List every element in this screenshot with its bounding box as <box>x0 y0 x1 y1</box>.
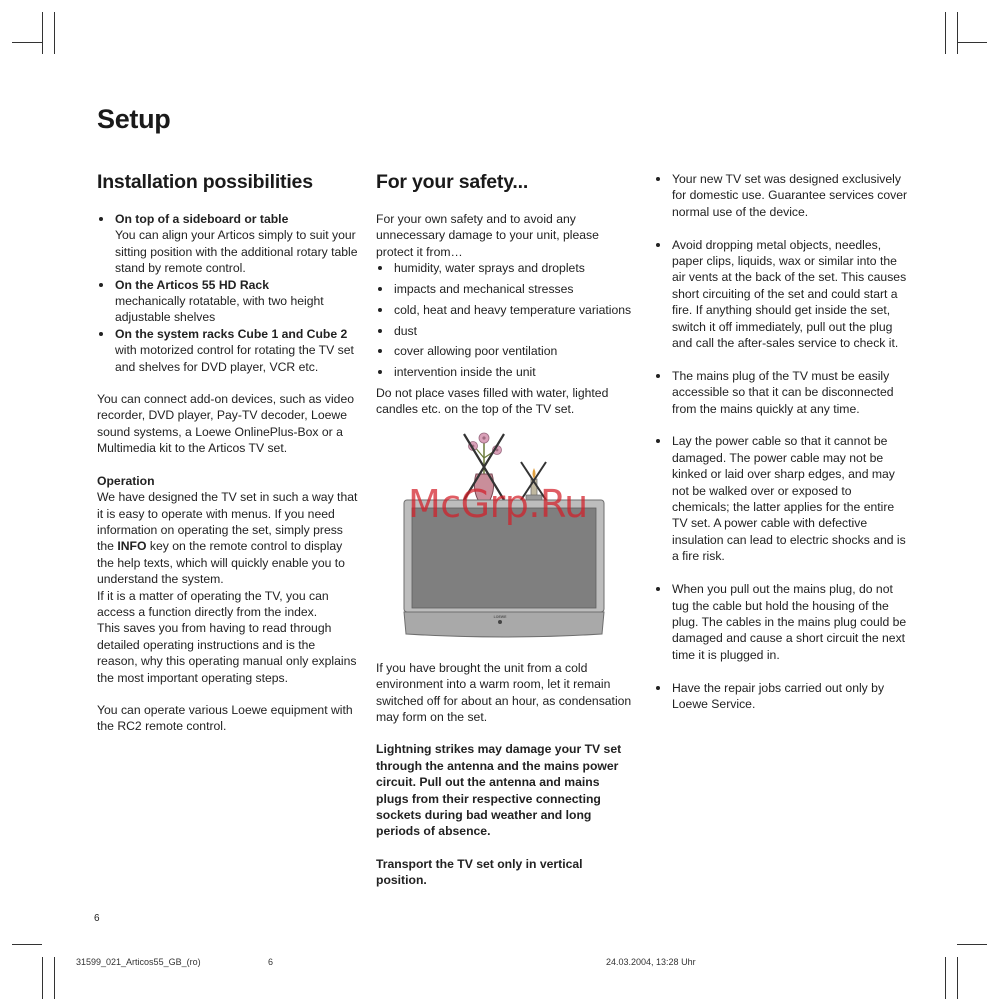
installation-column <box>97 170 359 735</box>
list-item: Lay the power cable so that it cannot be damaged. The power cable may not be kinked or laid over sharp edges, and may not be walked over or exposed to chemicals; the latter applies for the entire TV set. A power cable with defective insulation can lead to electric shocks and is a fire risk. <box>654 433 910 564</box>
crop-mark <box>957 944 987 945</box>
list-item <box>97 277 359 326</box>
option-text: mechanically rotatable, with two height adjustable shelves <box>115 294 324 325</box>
footer-filename: 31599_021_Articos55_GB_(ro) <box>76 957 201 967</box>
crop-mark <box>42 957 43 999</box>
installation-options-list <box>97 211 359 375</box>
footer-timestamp: 24.03.2004, 13:28 Uhr <box>606 957 696 967</box>
list-item <box>97 211 359 277</box>
crop-mark <box>42 12 43 54</box>
transport-warning: Transport the TV set only in vertical position. <box>376 856 583 888</box>
option-title: On the Articos 55 HD Rack <box>115 277 269 292</box>
option-title: On top of a sideboard or table <box>115 212 289 226</box>
list-item: dust <box>376 323 632 339</box>
tv-illustration-svg <box>376 428 632 650</box>
operation-heading: Operation <box>97 473 155 488</box>
list-item: cover allowing poor ventilation <box>376 343 632 359</box>
crop-mark <box>957 42 987 43</box>
list-item: Have the repair jobs carried out only by Loewe Service. <box>654 680 910 713</box>
list-item: Avoid dropping metal objects, needles, paper clips, liquids, wax or similar into the air vents at the back of the set. This causes short circuiting of the set and could start a fire. If anything should get inside the set, switch it off immediately, pull out the plug and call the after-sales service to check it. <box>654 237 910 352</box>
page-number: 6 <box>94 913 100 924</box>
safety-notes-list <box>654 171 910 712</box>
list-item: impacts and mechanical stresses <box>376 281 632 297</box>
option-text: You can align your Articos simply to suit your sitting position with the additional rotary table stand by remote control. <box>115 228 358 276</box>
tv-logo: LOEWE <box>493 614 507 619</box>
footer-page: 6 <box>268 957 274 967</box>
operation-paragraph-3: This saves you from having to read through detailed operating instructions and is the reason, why this operating manual only explains the most important operating steps. <box>97 621 357 685</box>
safety-heading: For your safety... <box>376 171 529 193</box>
operation-paragraph-2: If it is a matter of operating the TV, you can access a function directly from the index. <box>97 588 329 619</box>
tv-warning-illustration <box>376 428 632 650</box>
crop-mark <box>945 12 946 54</box>
info-key-label: INFO <box>117 539 147 554</box>
crop-mark <box>957 957 958 999</box>
list-item: The mains plug of the TV must be easily accessible so that it can be disconnected from the mains quickly at any time. <box>654 368 910 417</box>
crop-mark <box>54 957 55 999</box>
list-item: intervention inside the unit <box>376 364 632 380</box>
vase-warning: Do not place vases filled with water, lighted candles etc. on the top of the TV set. <box>376 386 609 417</box>
list-item: When you pull out the mains plug, do not tug the cable but hold the housing of the plug. The cables in the mains plug could be damaged and cause a short circuit the next time it is plugged in. <box>654 581 910 663</box>
lightning-warning: Lightning strikes may damage your TV set through the antenna and the mains power circuit. Pull out the antenna and mains plugs from their respective connecting sockets during bad weather and long periods of absence. <box>376 742 622 839</box>
safety-column <box>376 170 632 889</box>
crop-mark <box>957 12 958 54</box>
page-title: Setup <box>97 104 171 134</box>
option-text: with motorized control for rotating the TV set and shelves for DVD player, VCR etc. <box>115 343 354 374</box>
crop-mark <box>945 957 946 999</box>
list-item: Your new TV set was designed exclusively for domestic use. Guarantee services cover normal use of the device. <box>654 171 910 220</box>
safety-notes-column <box>654 171 910 729</box>
operation-paragraph <box>97 489 359 587</box>
remote-paragraph: You can operate various Loewe equipment with the RC2 remote control. <box>97 702 353 734</box>
list-item: humidity, water sprays and droplets <box>376 260 632 276</box>
installation-heading: Installation possibilities <box>97 171 313 193</box>
operation-text: We have designed the TV set in such a way that it is easy to operate with menus. If you need information on operating the set, simply press the <box>97 490 358 554</box>
watermark: McGrp.Ru <box>408 482 588 526</box>
option-title: On the system racks Cube 1 and Cube 2 <box>115 326 348 341</box>
crop-mark <box>12 42 42 43</box>
safety-intro: For your own safety and to avoid any unnecessary damage to your unit, please protect it from… <box>376 212 599 259</box>
hazards-list <box>376 260 632 380</box>
crop-mark <box>12 944 42 945</box>
condensation-paragraph: If you have brought the unit from a cold environment into a warm room, let it remain switched off for about an hour, as condensation may form on the set. <box>376 660 632 725</box>
list-item: cold, heat and heavy temperature variations <box>376 302 632 318</box>
crop-mark <box>54 12 55 54</box>
list-item <box>97 326 359 375</box>
connect-paragraph: You can connect add-on devices, such as video recorder, DVD player, Pay-TV decoder, Loewe sound systems, a Loewe OnlinePlus-Box or a Multimedia kit to the Articos TV set. <box>97 392 355 456</box>
operation-text: key on the remote control to display the help texts, which will quickly enable you to understand the system. <box>97 539 345 587</box>
